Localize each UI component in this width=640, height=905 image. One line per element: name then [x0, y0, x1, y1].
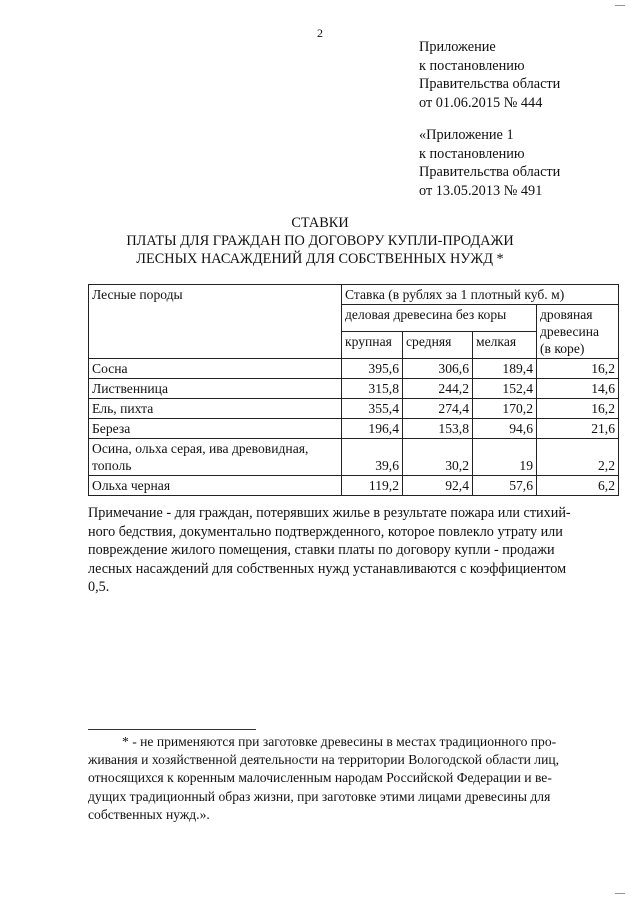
footnote-line: дущих традиционный образ жизни, при заготовке этими лицами древесины для	[88, 788, 551, 804]
appendix-original-line: Правительства области	[419, 164, 561, 180]
appendix-current-line: к постановлению	[419, 57, 525, 74]
cell-firewood: 6,2	[537, 476, 619, 496]
table-row	[89, 439, 619, 476]
table-row	[89, 379, 619, 399]
corner-mark-top: —	[615, 0, 626, 11]
cell-small: 170,2	[473, 399, 537, 419]
table-header-row	[89, 285, 619, 305]
cell-medium: 244,2	[403, 379, 473, 399]
header-firewood-line: древесина	[540, 324, 600, 339]
page-number: 2	[317, 26, 323, 40]
footnote	[88, 733, 613, 824]
header-firewood	[537, 305, 619, 359]
header-firewood-line: (в коре)	[540, 341, 585, 356]
appendix-original-line: от 13.05.2013 № 491	[419, 182, 543, 199]
title-line: ПЛАТЫ ДЛЯ ГРАЖДАН ПО ДОГОВОРУ КУПЛИ-ПРОДАЖИ	[126, 233, 514, 249]
footnote-line: * - не применяются при заготовке древесины в местах традиционного про-	[122, 734, 557, 749]
cell-small: 189,4	[473, 359, 537, 379]
table-row	[89, 419, 619, 439]
appendix-current-line: от 01.06.2015 № 444	[419, 94, 543, 111]
note-line: 0,5.	[88, 579, 110, 596]
table-row	[89, 359, 619, 379]
cell-species: Сосна	[89, 359, 342, 379]
table-row	[89, 476, 619, 496]
note-line: лесных насаждений для собственных нужд устанавливаются с коэффициентом	[88, 560, 567, 577]
document-title	[0, 214, 640, 268]
cell-species: Ель, пихта	[89, 399, 342, 419]
footnote-line: живания и хозяйственной деятельности на территории Вологодской области лиц,	[88, 752, 560, 768]
title-line: ЛЕСНЫХ НАСАЖДЕНИЙ ДЛЯ СОБСТВЕННЫХ НУЖД *	[136, 251, 504, 267]
note-line: повреждение жилого помещения, ставки платы по договору купли - продажи	[88, 542, 555, 559]
cell-species-line: Осина, ольха серая, ива древовидная,	[92, 441, 309, 456]
appendix-original-line: «Приложение 1	[419, 127, 514, 143]
header-small: мелкая	[473, 332, 537, 359]
header-business-wood: деловая древесина без коры	[342, 305, 537, 332]
cell-medium: 92,4	[403, 476, 473, 496]
cell-species-line: тополь	[92, 458, 132, 473]
cell-small: 94,6	[473, 419, 537, 439]
note-line: Примечание - для граждан, потерявших жилье в результате пожара или стихий-	[88, 505, 571, 521]
appendix-current-line: Правительства области	[419, 76, 561, 92]
cell-species	[89, 439, 342, 476]
appendix-current-reference	[419, 38, 560, 112]
appendix-original-line: к постановлению	[419, 145, 525, 162]
appendix-original-reference	[419, 126, 560, 200]
header-medium: средняя	[403, 332, 473, 359]
cell-small: 19	[473, 439, 537, 476]
cell-large: 196,4	[342, 419, 403, 439]
cell-small: 57,6	[473, 476, 537, 496]
cell-medium: 306,6	[403, 359, 473, 379]
footnote-divider	[88, 729, 256, 730]
cell-large: 315,8	[342, 379, 403, 399]
cell-small: 152,4	[473, 379, 537, 399]
title-line: СТАВКИ	[291, 215, 349, 231]
cell-firewood: 16,2	[537, 399, 619, 419]
note-line: ного бедствия, документально подтвержденного, которое повлекло утрату или	[88, 523, 563, 540]
cell-large: 119,2	[342, 476, 403, 496]
table-row	[89, 399, 619, 419]
footnote-line: относящихся к коренным малочисленным народам Российской Федерации и ве-	[88, 770, 552, 786]
header-species: Лесные породы	[89, 285, 342, 359]
cell-species: Ольха черная	[89, 476, 342, 496]
cell-firewood: 14,6	[537, 379, 619, 399]
cell-medium: 153,8	[403, 419, 473, 439]
cell-medium: 274,4	[403, 399, 473, 419]
cell-firewood: 2,2	[537, 439, 619, 476]
cell-large: 39,6	[342, 439, 403, 476]
appendix-current-line: Приложение	[419, 39, 496, 55]
header-firewood-line: дровяная	[540, 307, 593, 322]
cell-species: Береза	[89, 419, 342, 439]
cell-firewood: 21,6	[537, 419, 619, 439]
cell-large: 395,6	[342, 359, 403, 379]
rates-table	[88, 284, 619, 496]
header-large: крупная	[342, 332, 403, 359]
cell-medium: 30,2	[403, 439, 473, 476]
cell-firewood: 16,2	[537, 359, 619, 379]
cell-species: Лиственница	[89, 379, 342, 399]
note-paragraph	[88, 504, 613, 597]
cell-large: 355,4	[342, 399, 403, 419]
header-rate: Ставка (в рублях за 1 плотный куб. м)	[342, 285, 619, 305]
corner-mark-bottom: —	[615, 888, 626, 899]
footnote-line: собственных нужд.».	[88, 806, 210, 822]
